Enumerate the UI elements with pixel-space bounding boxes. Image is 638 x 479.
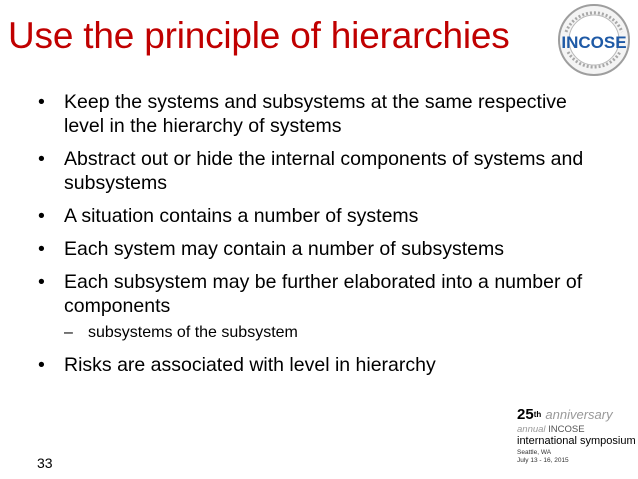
sub-bullet-text: subsystems of the subsystem <box>88 324 298 341</box>
logo-text: INCOSE <box>561 33 627 52</box>
symposium-number: 25 <box>517 406 534 423</box>
bullet-list <box>38 90 598 386</box>
bullet-marker: • <box>38 271 45 293</box>
symposium-ordinal: th <box>533 410 542 419</box>
symposium-annual: annual <box>517 424 546 435</box>
bullet-marker: • <box>38 354 45 376</box>
symposium-anniversary: anniversary <box>545 407 613 422</box>
bullet-item <box>38 204 598 228</box>
bullet-item <box>38 90 598 138</box>
incose-seal-icon <box>554 2 634 78</box>
bullet-marker: • <box>38 148 45 170</box>
bullet-item <box>38 270 598 318</box>
sub-bullet-item <box>38 323 598 343</box>
symposium-location: Seattle, WA <box>517 449 552 456</box>
bullet-text: Keep the systems and subsystems at the same respective level in the hierarchy of systems <box>64 91 567 137</box>
symposium-logo <box>517 407 635 473</box>
bullet-marker: • <box>38 91 45 113</box>
symposium-anniversary-line <box>517 407 613 423</box>
symposium-dates: July 13 - 16, 2015 <box>517 457 569 464</box>
symposium-event: international symposium <box>517 435 636 447</box>
symposium-annual-line <box>517 424 585 435</box>
bullet-text: A situation contains a number of systems <box>64 205 419 227</box>
bullet-item <box>38 147 598 195</box>
bullet-text: Abstract out or hide the internal components of systems and subsystems <box>64 148 584 194</box>
bullet-text: Each subsystem may be further elaborated into a number of components <box>64 271 583 317</box>
bullet-marker: • <box>38 238 45 260</box>
bullet-marker: • <box>38 205 45 227</box>
bullet-item <box>38 237 598 261</box>
page-number: 33 <box>37 455 53 471</box>
sub-bullet-marker: – <box>64 324 73 341</box>
slide-title: Use the principle of hierarchies <box>8 15 510 56</box>
bullet-item <box>38 353 598 377</box>
bullet-text: Each system may contain a number of subsystems <box>64 238 505 260</box>
bullet-text: Risks are associated with level in hierarchy <box>64 354 436 376</box>
symposium-org: INCOSE <box>548 424 585 435</box>
